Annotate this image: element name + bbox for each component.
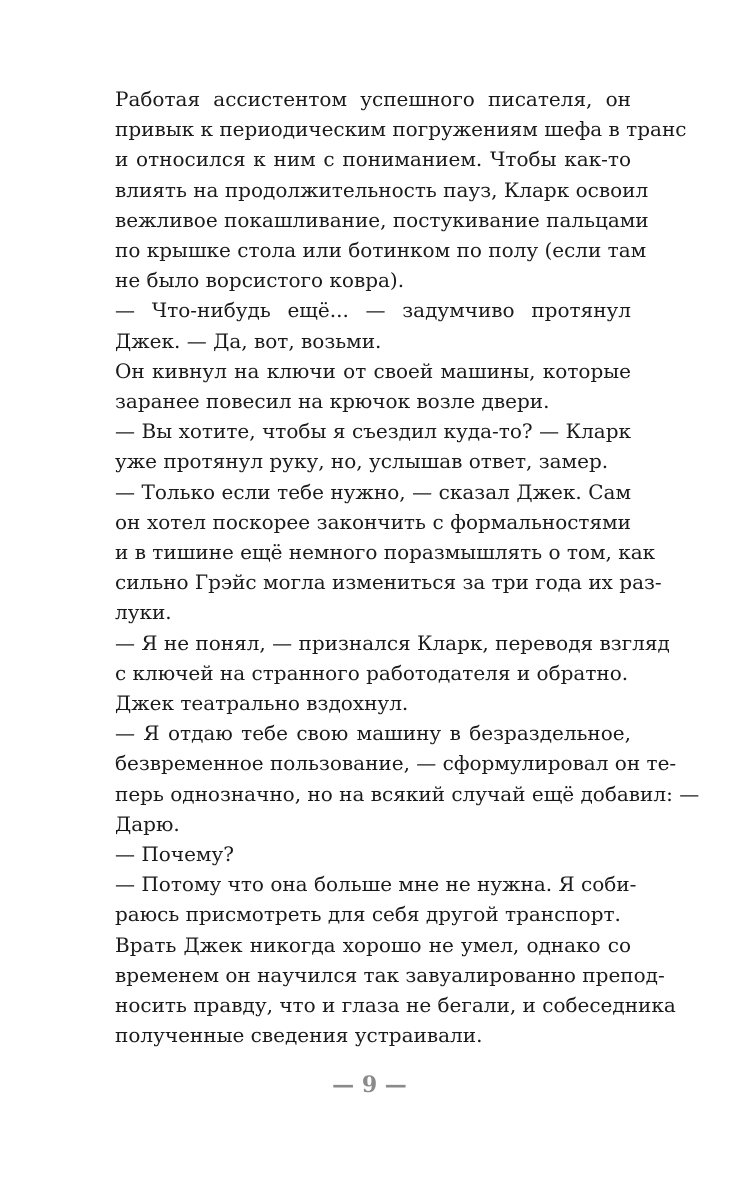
text-line: Он кивнул на ключи от своей машины, которые xyxy=(115,358,631,383)
paragraph xyxy=(83,416,631,476)
text-line: влиять на продолжительность пауз, Кларк освоил xyxy=(115,177,649,202)
text-line: не было ворсистого ковра). xyxy=(115,268,405,293)
text-line: привык к периодическим погружениям шефа в транс xyxy=(115,117,687,142)
text-line: — Я отдаю тебе свою машину в безраздельное, xyxy=(115,721,631,746)
text-line: заранее повесил на крючок возле двери. xyxy=(115,389,550,414)
text-line: и в тишине ещё немного поразмышлять о том, как xyxy=(115,540,656,565)
paragraph xyxy=(83,84,687,295)
paragraph xyxy=(83,839,631,869)
text-line: носить правду, что и глаза не бегали, и собеседника xyxy=(115,993,676,1018)
text-line: — Что-нибудь ещё... — задумчиво протянул xyxy=(115,298,631,323)
text-line: сильно Грэйс могла измениться за три года их раз- xyxy=(115,570,662,595)
page-number: — 9 — xyxy=(332,1072,407,1098)
text-line: временем он научился так завуалированно препод- xyxy=(115,962,665,987)
text-line: — Потому что она больше мне не нужна. Я соби- xyxy=(115,872,637,897)
paragraph xyxy=(83,295,631,355)
text-line: — Почему? xyxy=(115,842,234,867)
paragraph xyxy=(83,356,631,416)
text-line: вежливое покашливание, постукивание пальцами xyxy=(115,207,649,232)
text-line: и относился к ним с пониманием. Чтобы как-то xyxy=(115,147,631,172)
paragraph xyxy=(83,688,631,718)
text-line: с ключей на странного работодателя и обратно. xyxy=(115,660,629,685)
text-line: по крышке стола или ботинком по полу (если там xyxy=(115,238,647,263)
text-line: — Только если тебе нужно, — сказал Джек. Сам xyxy=(115,479,631,504)
paragraph xyxy=(83,628,670,688)
text-line: Работая ассистентом успешного писателя, он xyxy=(115,87,631,111)
text-line: луки. xyxy=(115,600,172,625)
paragraph xyxy=(83,869,637,929)
text-line: безвременное пользование, — сформулировал он те- xyxy=(115,751,677,776)
paragraph xyxy=(83,718,700,839)
text-line: — Я не понял, — признался Кларк, переводя взгляд xyxy=(115,630,670,655)
text-line: Дарю. xyxy=(115,811,180,836)
text-line: полученные сведения устраивали. xyxy=(115,1023,483,1048)
text-line: Врать Джек никогда хорошо не умел, однако со xyxy=(115,932,631,957)
page-body xyxy=(83,84,700,1051)
text-line: Джек театрально вздохнул. xyxy=(115,691,409,716)
paragraph xyxy=(83,477,662,628)
text-line: — Вы хотите, чтобы я съездил куда-то? — Кларк xyxy=(115,419,631,444)
text-line: он хотел поскорее закончить с формальностями xyxy=(115,509,631,534)
paragraph xyxy=(83,930,676,1051)
text-line: Джек. — Да, вот, возьми. xyxy=(115,328,382,353)
text-line: раюсь присмотреть для себя другой транспорт. xyxy=(115,902,621,927)
text-line: перь однозначно, но на всякий случай ещё добавил: — xyxy=(115,781,700,806)
text-line: уже протянул руку, но, услышав ответ, замер. xyxy=(115,449,609,474)
